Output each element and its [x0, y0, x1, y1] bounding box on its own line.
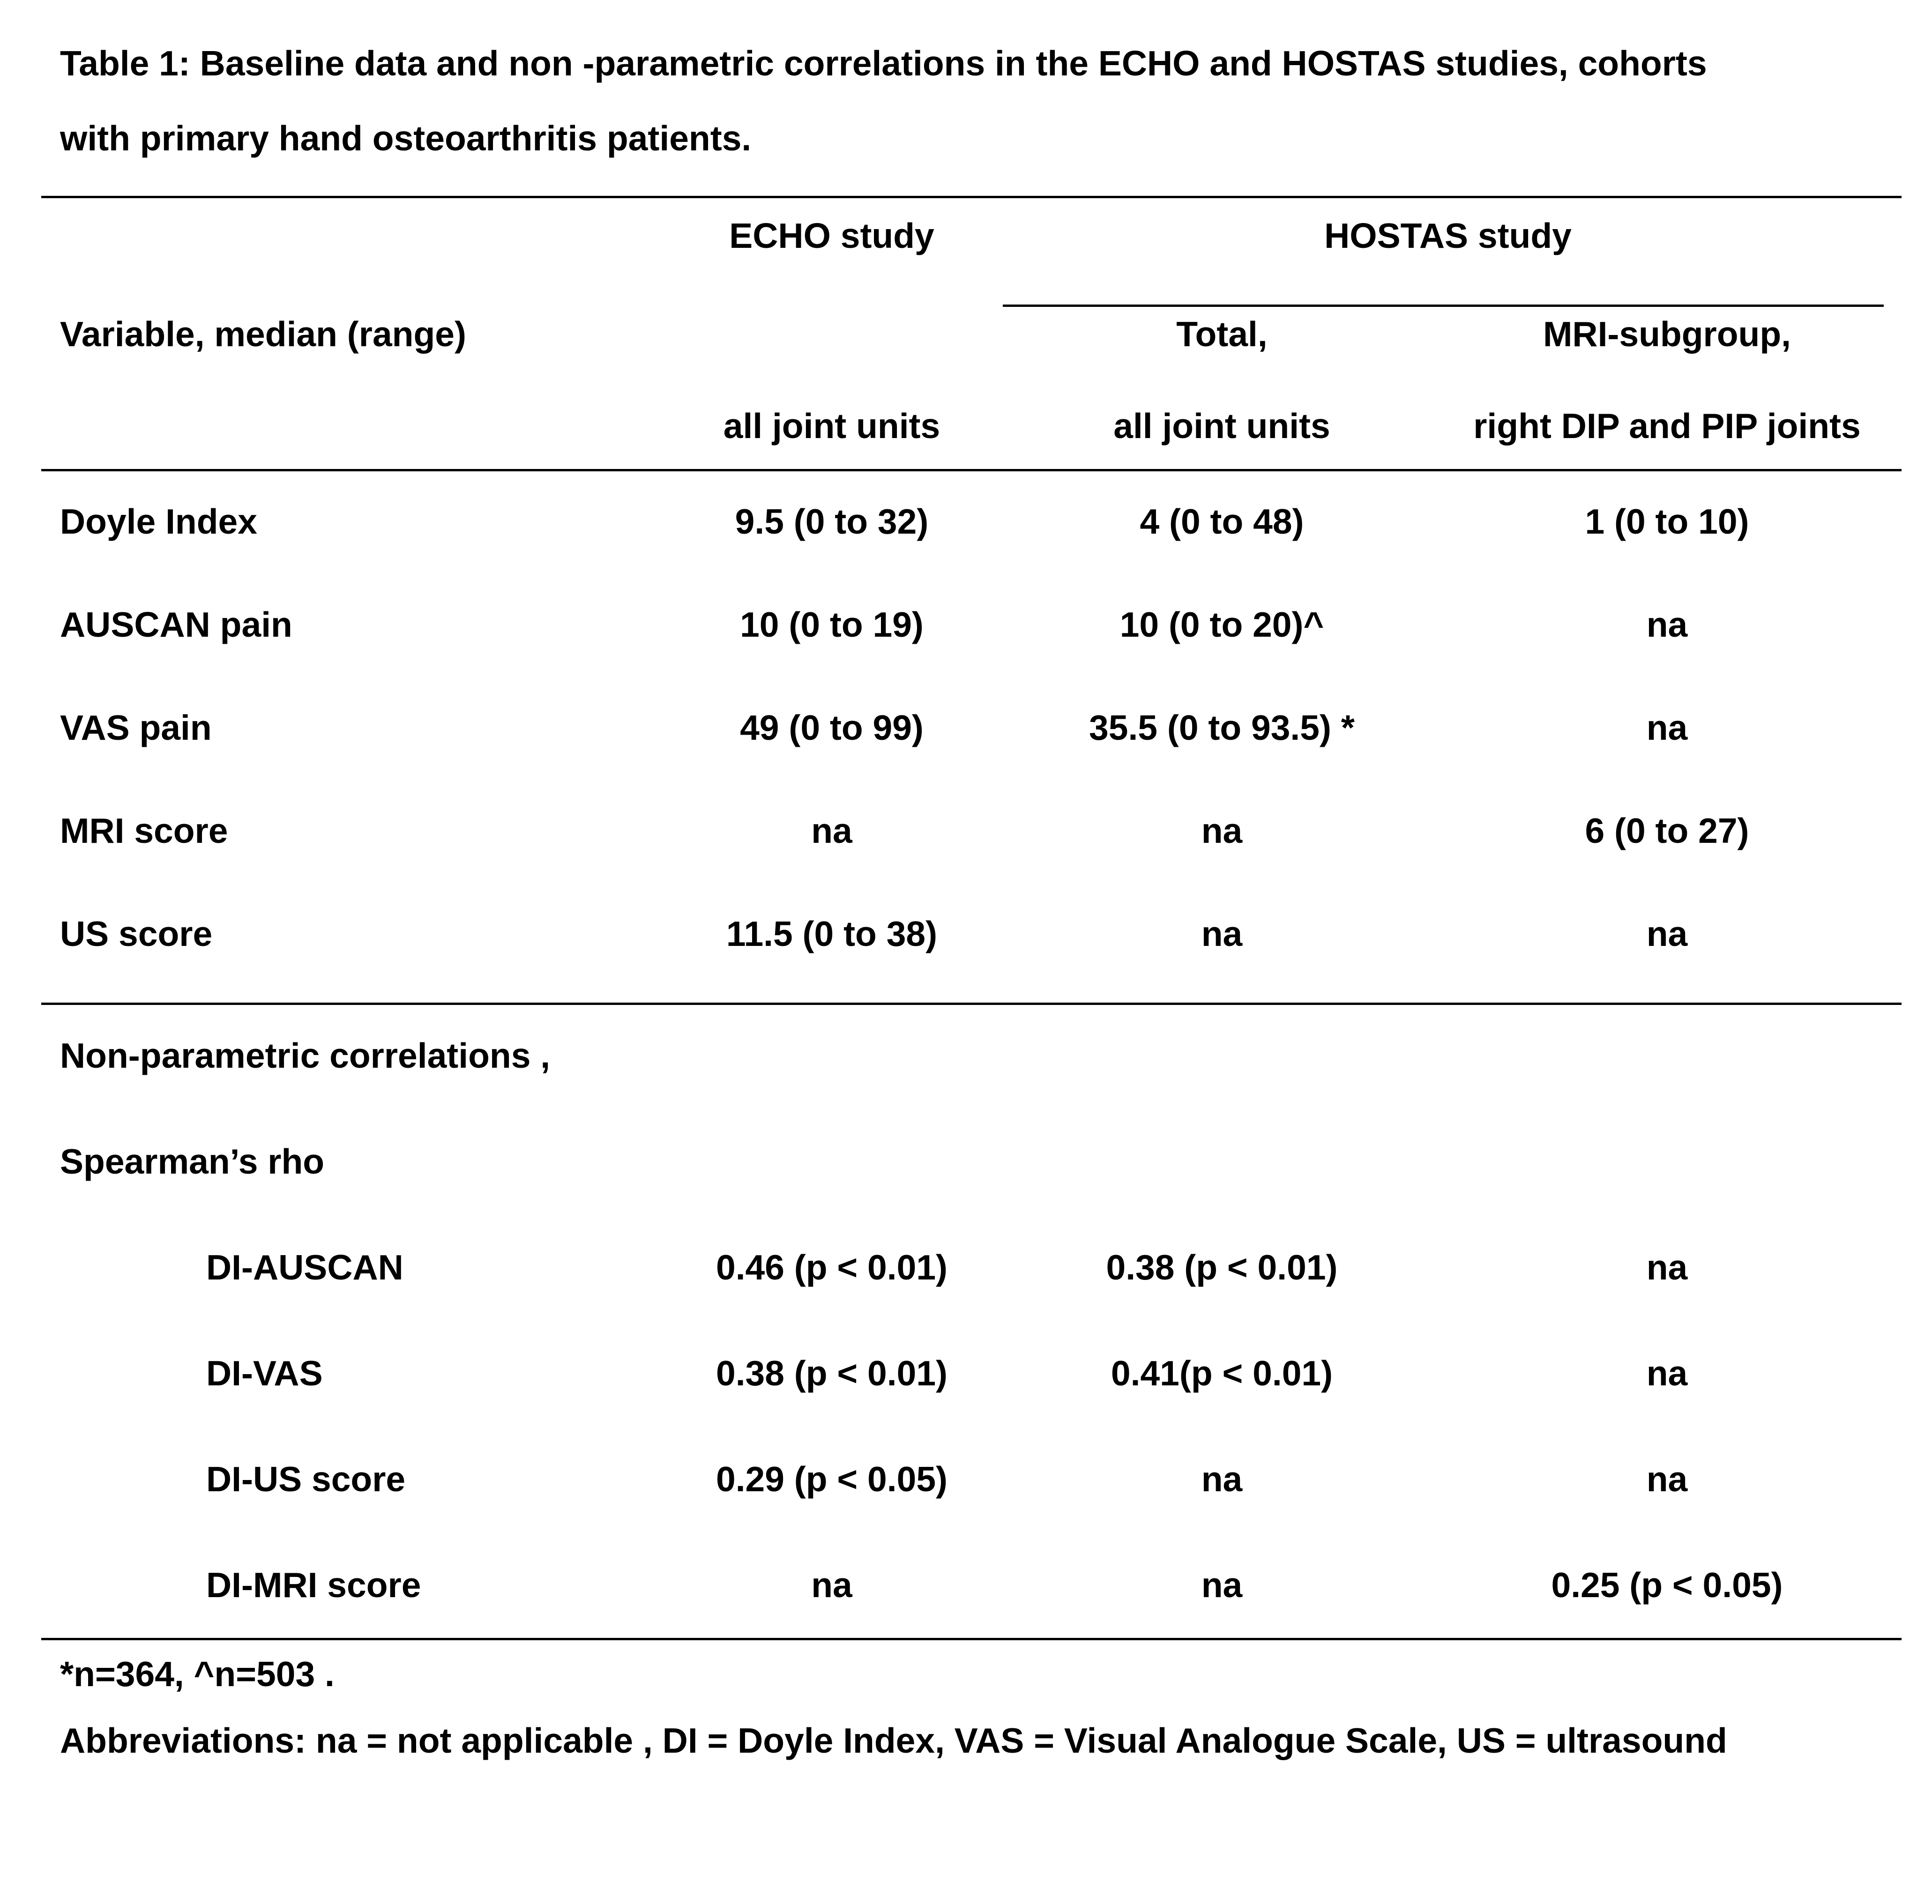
cell-di-auscan-hostas-mri: na	[1646, 1248, 1688, 1287]
cell-mri-score-echo: na	[811, 811, 852, 850]
table-top-rule	[41, 196, 1902, 198]
section-header-line2: Spearman’s rho	[60, 1142, 325, 1181]
cell-mri-score-hostas-mri: 6 (0 to 27)	[1585, 811, 1749, 850]
cell-di-auscan-hostas-total: 0.38 (p < 0.01)	[1106, 1248, 1338, 1287]
cell-di-vas-echo: 0.38 (p < 0.01)	[716, 1354, 948, 1393]
cell-di-us-score-hostas-mri: na	[1646, 1459, 1688, 1499]
cell-di-auscan-echo: 0.46 (p < 0.01)	[716, 1248, 948, 1287]
row-label-us-score: US score	[60, 914, 213, 953]
cell-us-score-hostas-mri: na	[1646, 914, 1688, 953]
footnote-sample-sizes: *n=364, ^n=503 .	[60, 1654, 335, 1694]
cell-vas-pain-echo: 49 (0 to 99)	[740, 708, 924, 747]
cell-mri-score-hostas-total: na	[1201, 811, 1243, 850]
column-group-header-echo: ECHO study	[729, 216, 934, 255]
cell-auscan-pain-echo: 10 (0 to 19)	[740, 605, 924, 644]
column-header-hostas-mri-subgroup: MRI-subgroup,	[1543, 314, 1791, 354]
cell-auscan-pain-hostas-mri: na	[1646, 605, 1688, 644]
column-header-hostas-total: Total,	[1176, 314, 1268, 354]
cell-di-vas-hostas-total: 0.41(p < 0.01)	[1111, 1354, 1333, 1393]
cell-auscan-pain-hostas-total: 10 (0 to 20)^	[1119, 605, 1324, 644]
cell-us-score-hostas-total: na	[1201, 914, 1243, 953]
column-group-header-hostas: HOSTAS study	[1324, 216, 1572, 255]
column-subheader-right-dip-pip-joints: right DIP and PIP joints	[1473, 406, 1861, 446]
row-label-di-mri-score: DI-MRI score	[206, 1565, 421, 1605]
row-label-di-vas: DI-VAS	[206, 1354, 323, 1393]
cell-vas-pain-hostas-mri: na	[1646, 708, 1688, 747]
cell-us-score-echo: 11.5 (0 to 38)	[726, 914, 938, 953]
cell-di-mri-score-hostas-mri: 0.25 (p < 0.05)	[1551, 1565, 1783, 1605]
table-title-line2: with primary hand osteoarthritis patients.	[60, 119, 752, 158]
section-header-line1: Non-parametric correlations ,	[60, 1036, 551, 1075]
cell-di-us-score-echo: 0.29 (p < 0.05)	[716, 1459, 948, 1499]
cell-di-vas-hostas-mri: na	[1646, 1354, 1688, 1393]
header-bottom-rule	[41, 469, 1902, 471]
section-divider-rule	[41, 1003, 1902, 1005]
cell-vas-pain-hostas-total: 35.5 (0 to 93.5) *	[1089, 708, 1355, 747]
footnote-abbreviations: Abbreviations: na = not applicable , DI = Doyle Index, VAS = Visual Analogue Scale, US = ultrasound	[60, 1721, 1727, 1760]
column-subheader-echo-all-joint-units: all joint units	[723, 406, 940, 446]
cell-doyle-index-hostas-mri: 1 (0 to 10)	[1585, 502, 1749, 541]
row-label-di-us-score: DI-US score	[206, 1459, 406, 1499]
hostas-subheader-rule	[1003, 305, 1884, 307]
cell-doyle-index-echo: 9.5 (0 to 32)	[735, 502, 929, 541]
column-subheader-hostas-all-joint-units: all joint units	[1113, 406, 1330, 446]
row-label-vas-pain: VAS pain	[60, 708, 212, 747]
table-title-line1: Table 1: Baseline data and non -parametric correlations in the ECHO and HOSTAS studies, cohorts	[60, 44, 1707, 83]
cell-di-mri-score-hostas-total: na	[1201, 1565, 1243, 1605]
row-header-variable-median-range: Variable, median (range)	[60, 314, 466, 354]
cell-di-us-score-hostas-total: na	[1201, 1459, 1243, 1499]
row-label-doyle-index: Doyle Index	[60, 502, 257, 541]
row-label-di-auscan: DI-AUSCAN	[206, 1248, 403, 1287]
row-label-auscan-pain: AUSCAN pain	[60, 605, 292, 644]
cell-di-mri-score-echo: na	[811, 1565, 852, 1605]
cell-doyle-index-hostas-total: 4 (0 to 48)	[1140, 502, 1304, 541]
table-bottom-rule	[41, 1638, 1902, 1640]
row-label-mri-score: MRI score	[60, 811, 228, 850]
